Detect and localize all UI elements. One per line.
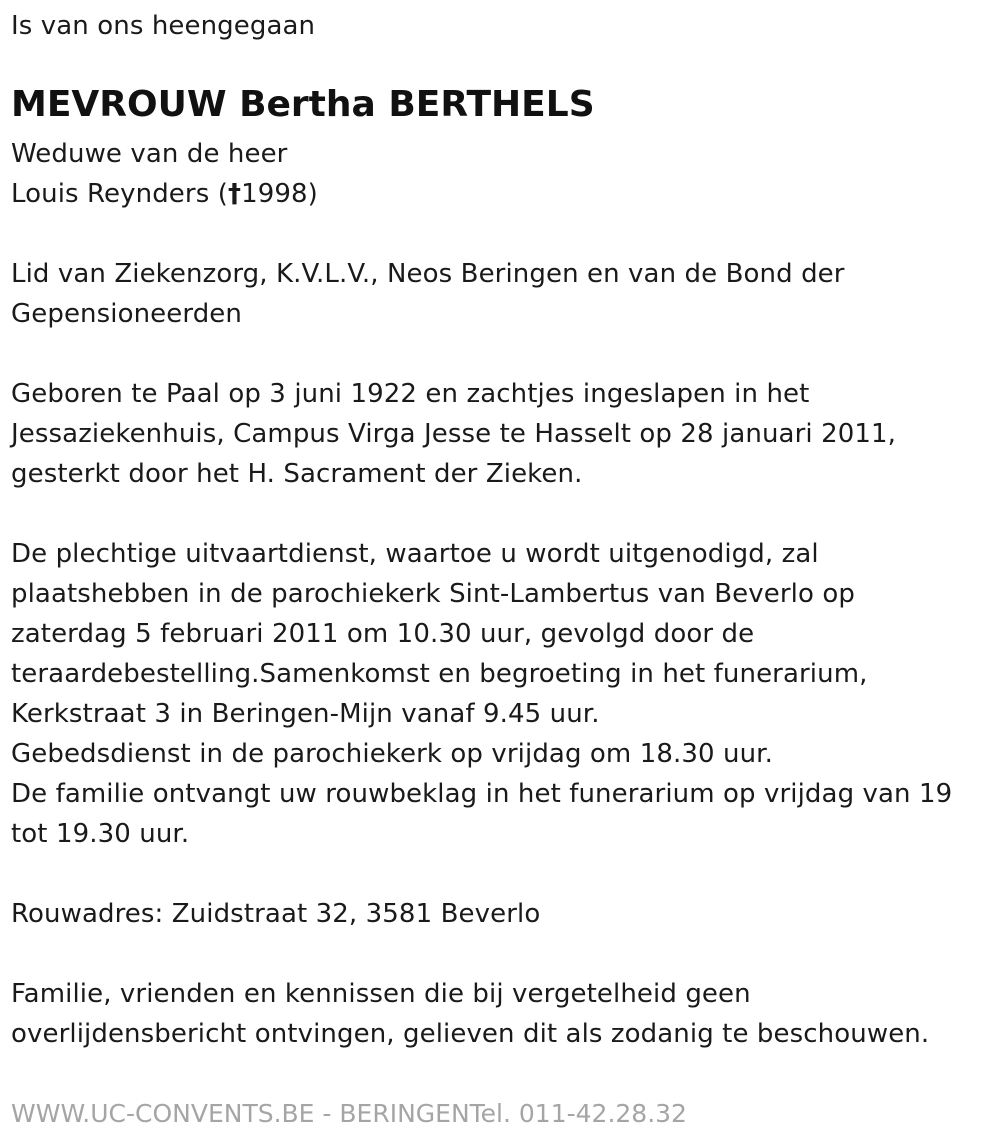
mourning-address: Rouwadres: Zuidstraat 32, 3581 Beverlo (11, 899, 541, 929)
paragraph-line: Kerkstraat 3 in Beringen-Mijn vanaf 9.45 uur. (11, 699, 600, 729)
spouse-name-line (11, 174, 318, 214)
cross-icon: † (227, 179, 242, 209)
paragraph-line: Geboren te Paal op 3 juni 1922 en zachtjes ingeslapen in het (11, 379, 810, 409)
paragraph-line: zaterdag 5 februari 2011 om 10.30 uur, gevolgd door de (11, 619, 755, 649)
paragraph-line: De familie ontvangt uw rouwbeklag in het funerarium op vrijdag van 19 (11, 779, 953, 809)
paragraph-line: gesterkt door het H. Sacrament der Zieken. (11, 459, 583, 489)
intro-text: Is van ons heengegaan (11, 11, 316, 41)
paragraph-line: plaatshebben in de parochiekerk Sint-Lambertus van Beverlo op (11, 579, 855, 609)
paragraph-line: overlijdensbericht ontvingen, gelieven dit als zodanig te beschouwen. (11, 1019, 930, 1049)
paragraph-line: tot 19.30 uur. (11, 819, 190, 849)
spouse-name: Louis Reynders ( (11, 179, 228, 209)
closing-paragraph (11, 974, 929, 1054)
paragraph-line: Familie, vrienden en kennissen die bij vergetelheid geen (11, 979, 751, 1009)
paragraph-line: Jessaziekenhuis, Campus Virga Jesse te Hasselt op 28 januari 2011, (11, 419, 897, 449)
spouse-death-year: 1998) (241, 179, 318, 209)
paragraph-line: Gebedsdienst in de parochiekerk op vrijdag om 18.30 uur. (11, 739, 773, 769)
paragraph-line: Gepensioneerden (11, 299, 242, 329)
membership-paragraph (11, 254, 845, 334)
spouse-line: Weduwe van de heer (11, 139, 288, 169)
paragraph-line: teraardebestelling.Samenkomst en begroeting in het funerarium, (11, 659, 868, 689)
birth-death-paragraph (11, 374, 896, 494)
paragraph-line: De plechtige uitvaartdienst, waartoe u wordt uitgenodigd, zal (11, 539, 819, 569)
deceased-name: MEVROUW Bertha BERTHELS (11, 84, 595, 125)
paragraph-line: Lid van Ziekenzorg, K.V.L.V., Neos Beringen en van de Bond der (11, 259, 845, 289)
address-paragraph (11, 894, 540, 934)
footer-source: WWW.UC-CONVENTS.BE - BERINGENTel. 011-42.28.32 (11, 1099, 687, 1128)
funeral-paragraph (11, 534, 952, 854)
spouse-block (11, 134, 318, 214)
